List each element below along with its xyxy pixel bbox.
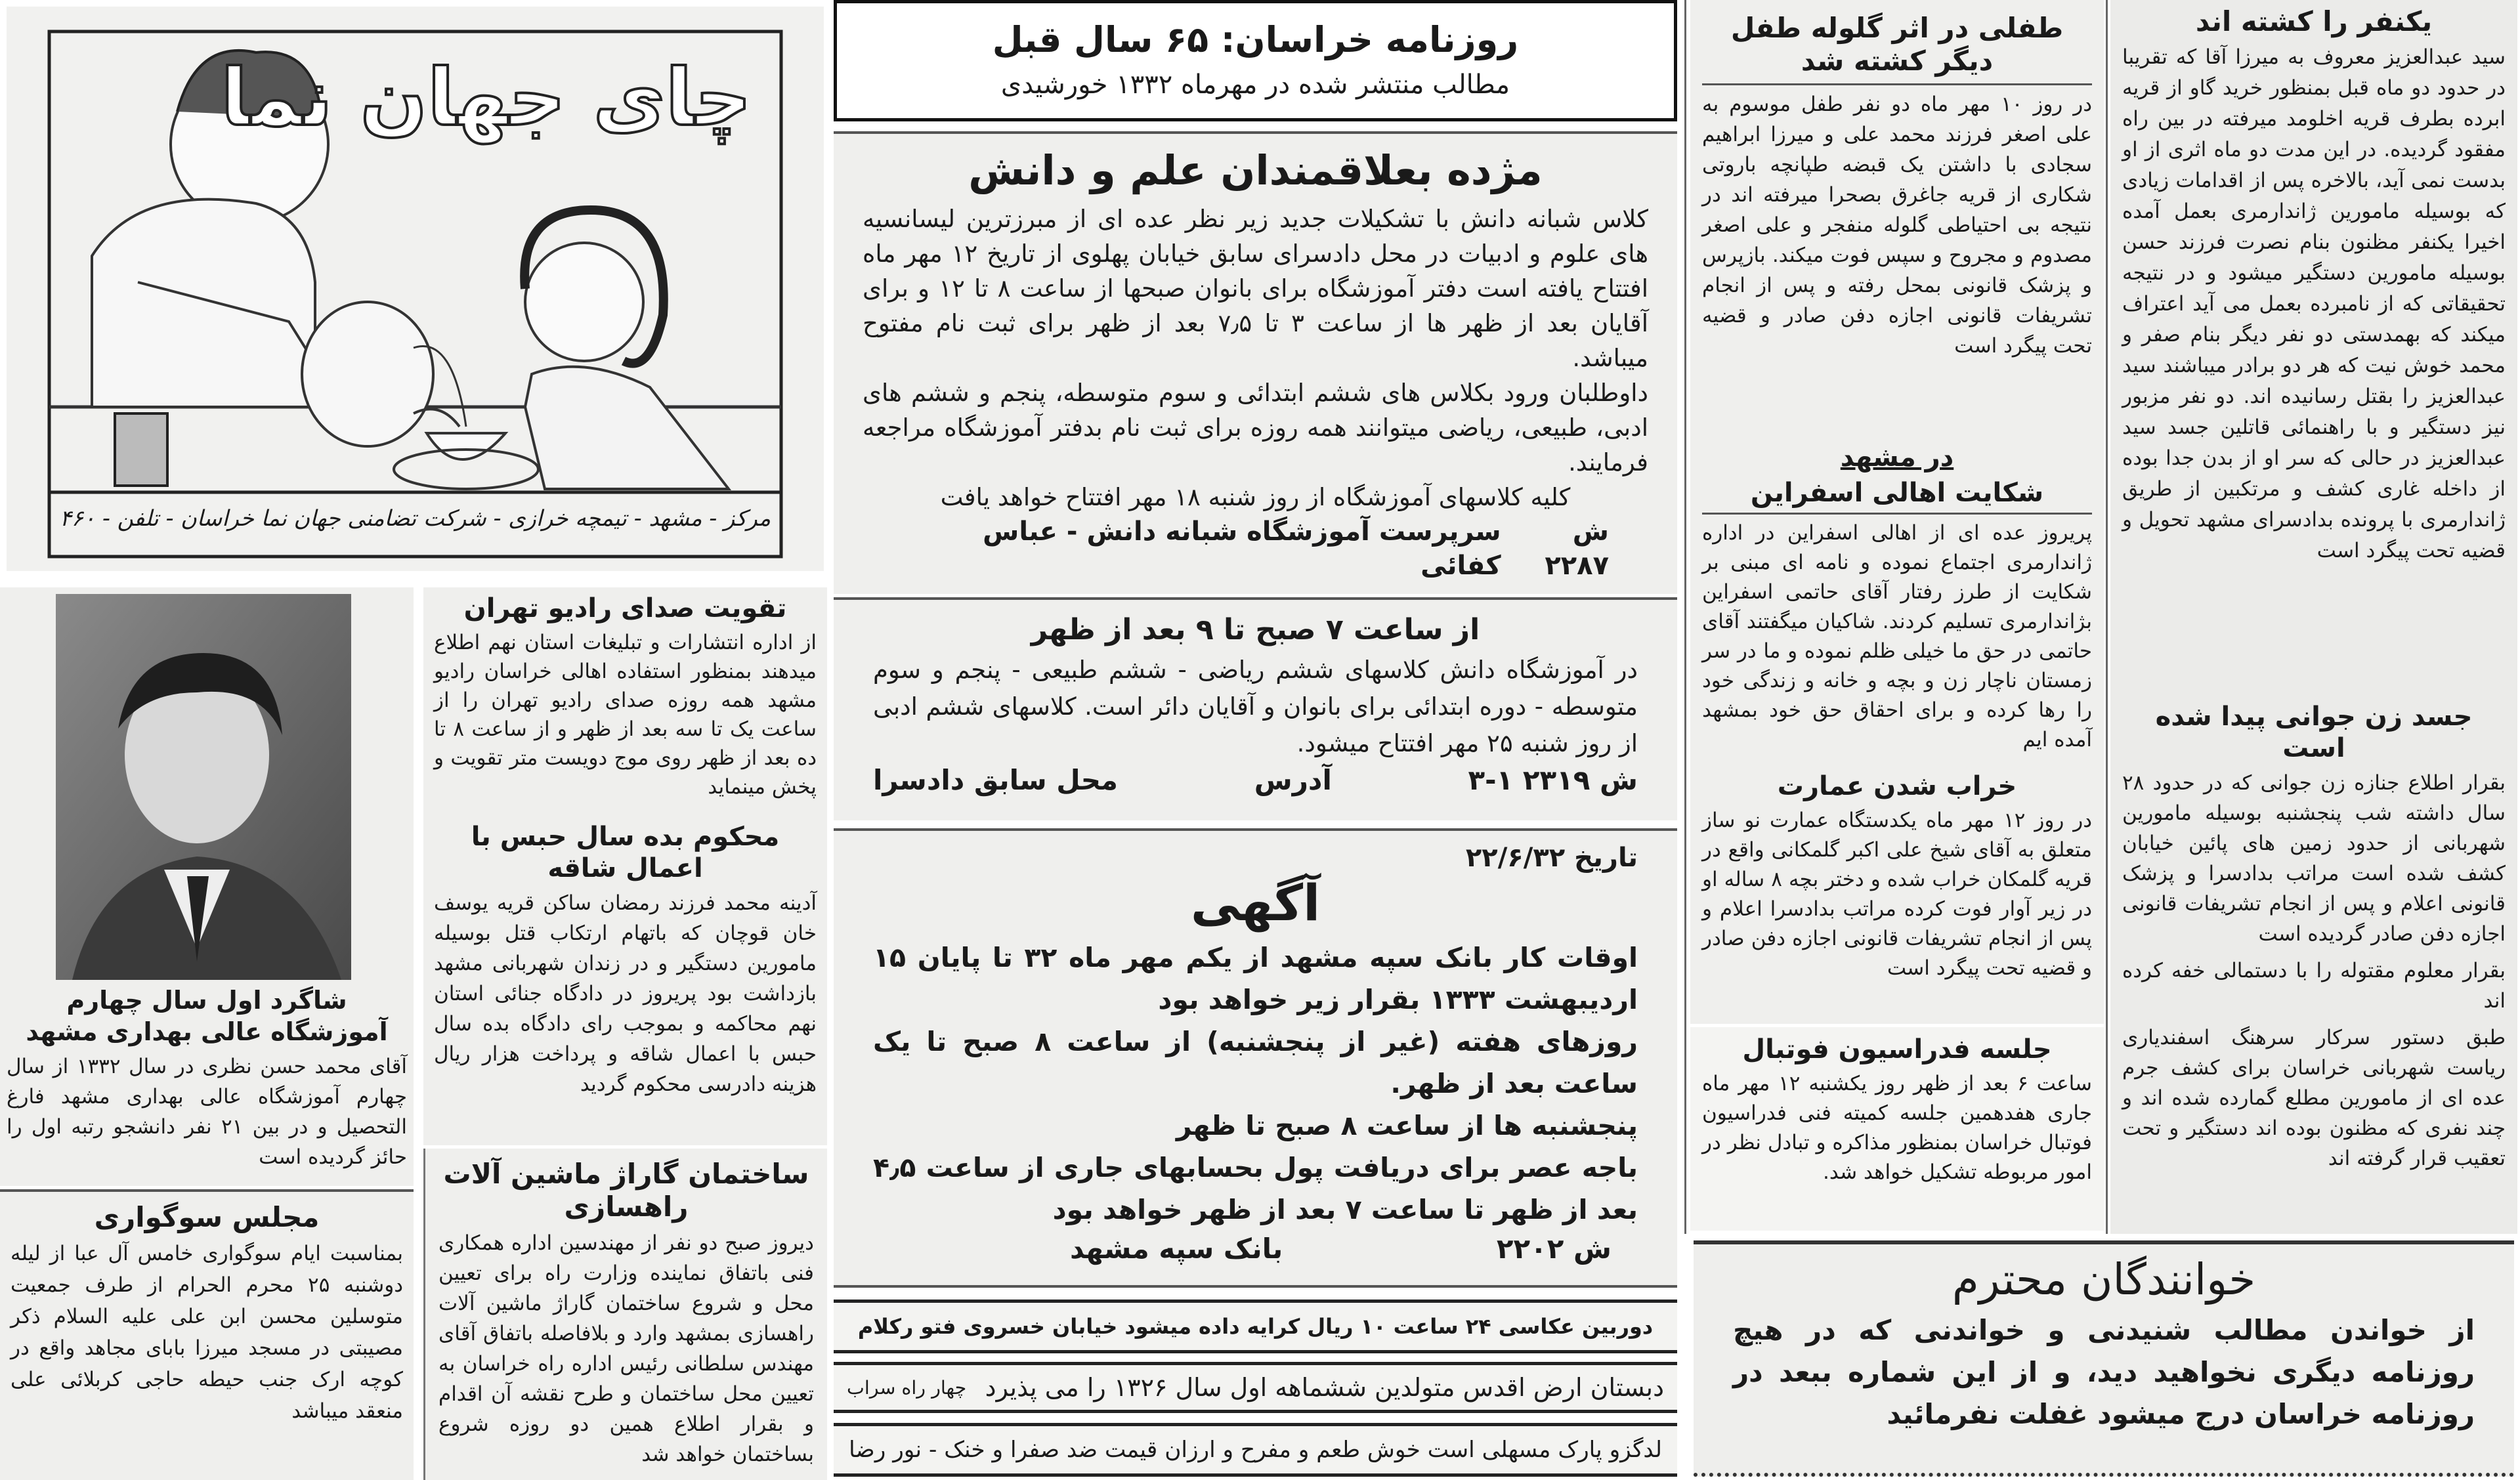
tea-brand-logo: چای جهان نما <box>221 53 752 144</box>
danesh-address: محل سابق دادسرا <box>873 763 1119 796</box>
camera-rental-text: دوربین عکاسی ۲۴ ساعت ۱۰ ریال کرایه داده میشود خیابان خسروی فتو رکلام <box>857 1314 1654 1339</box>
convicted-article <box>423 817 827 1145</box>
school-signature: سرپرست آموزشگاه شبانه دانش - عباس کفائی <box>983 516 1501 581</box>
football-title: جلسه فدراسیون فوتبال <box>1742 1034 2052 1065</box>
readers-notice <box>1694 1240 2514 1477</box>
bank-date: تاریخ ۲۲/۶/۳۲ <box>1465 843 1638 873</box>
camera-rental-ad <box>834 1300 1677 1353</box>
child-body: در روز ۱۰ مهر ماه دو نفر طفل موسوم به علی اصغر فرزند محمد علی و میرزا ابراهیم سجادی با داشتن یک قبضه طپانچه باروتی شکاری از قریه جاغرق بصحرا میرفته اند در نتیجه بی احتیاطی گلوله منفجر و علی اصغر مصدوم و مجروح و سپس فوت میکند. بازپرس و پزشک قانونی بمحل رفته و پس از انجام تشریفات قانونی اجازه دفن صادر و قضیه تحت پیگرد است <box>1702 92 2092 358</box>
complaint-article <box>1690 436 2104 768</box>
woman-p2: بقرار معلوم مقتوله را با دستمالی خفه کرده اند <box>2122 959 2506 1013</box>
bank-title: آگهی <box>1190 874 1321 932</box>
readers-title: خوانندگان محترم <box>1952 1254 2256 1305</box>
murder-article <box>2110 0 2517 696</box>
collapse-body: در روز ۱۲ مهر ماه یکدستگاه عمارت نو ساز متعلق به آقای شیخ علی اکبر گلمکانی واقع در قریه گلمکان خراب شده و دختر بچه ۸ ساله او در زیر آوار فوت کرده مراتب بدادسرا اعلام و پس از انجام تشریفات قانونی اجازه دفن صادر و قضیه تحت پیگرد است <box>1702 809 2093 980</box>
woman-title: جسد زن جوانی پیدا شده است <box>2155 702 2473 763</box>
school-ref: ش ۲۲۸۷ <box>1545 516 1609 581</box>
readers-body: از خواندن مطالب شنیدنی و خواندنی که در هیچ روزنامه دیگری نخواهید دید، و از این شماره ببعد در روزنامه خراسان درج میشود غفلت نفرمائید <box>1733 1314 2475 1431</box>
school-article <box>834 131 1677 594</box>
school-enrollment-address: چهار راه سراب <box>847 1376 967 1399</box>
page-title: روزنامه خراسان: ۶۵ سال قبل <box>992 19 1519 60</box>
danesh-article <box>834 597 1677 820</box>
collapse-article <box>1690 768 2104 1024</box>
mourning-title: مجلس سوگواری <box>94 1201 320 1233</box>
bank-line: اوقات کار بانک سپه مشهد از یکم مهر ماه ۳۲ تا پایان ۱۵ اردیبهشت ۱۳۳۳ بقرار زیر خواهد بود <box>873 942 1638 1016</box>
bank-notice <box>834 828 1677 1288</box>
garage-title: ساختمان گاراژ ماشین آلات راهسازی <box>443 1158 809 1223</box>
page-header <box>834 0 1677 121</box>
woman-body-article <box>2110 696 2517 1234</box>
school-enrollment-text: دبستان ارض اقدس متولدین ششماهه اول سال ۱۳۲۶ را می پذیرد <box>985 1373 1664 1402</box>
school-title: مژده بعلاقمندان علم و دانش <box>968 146 1543 194</box>
mourning-article <box>0 1189 414 1480</box>
radio-body: از اداره انتشارات و تبلیغات استان نهم اطلاع میدهند بمنظور استفاده اهالی خراسان رادیو مشهد همه روزه صدای رادیو تهران را از ساعت یک تا سه بعد از ظهر و از ساعت ۸ تا ده بعد از ظهر روی موج دویست متر تقویت و پخش مینماید <box>434 631 817 799</box>
school-enrollment-ad <box>834 1362 1677 1413</box>
football-body: ساعت ۶ بعد از ظهر روز یکشنبه ۱۲ مهر ماه جاری هفدهمین جلسه کمیته فنی فدراسیون فوتبال خراسان بمنظور مذاکره و تبادل نظر در امور مربوطه تشکیل خواهد شد. <box>1702 1072 2092 1184</box>
danesh-address-label: آدرس <box>1254 763 1332 796</box>
woman-p3: طبق دستور سرکار سرهنگ اسفندیاری ریاست شهربانی خراسان برای کشف جرم عده ای از مامورین مطلع گمارده شده اند و چند نفری که مظنون بوده اند دستگیر و تحت تعقیب قرار گرفته اند <box>2122 1026 2506 1170</box>
school-p1: کلاس شبانه دانش با تشکیلات جدید زیر نظر عده ای از مبرزترین لیسانسیه های علوم و ادبیات در محل دادسرای سابق خیابان پهلوی از تاریخ ۱۲ مهر ماه افتتاح یافته است دفتر آموزشگاه برای بانوان صبحها از ساعت ۸ تا ۱۲ و برای آقایان بعد از ظهر ها از ساعت ۳ تا ۷٫۵ بعد از ظهر برای ثبت نام مفتوح میباشد. <box>863 204 1649 372</box>
garage-article <box>423 1149 827 1480</box>
complaint-body: پریروز عده ای از اهالی اسفراین در اداره ژاندارمری اجتماع نموده و نامه ای مبنی بر شکایت از طرز رفتار آقای حاتمی اسفراین بژاندارمری تسلیم کردند. شاکیان میگفتند آقای حاتمی در حق ما خیلی ظلم نموده و ما در سر زمستان ناچار زن و بچه و خانه و زندگی خود را رها کرده و برای احقاق حق خود بمشهد آمده ایم <box>1702 521 2092 751</box>
garage-body: دیروز صبح دو نفر از مهندسین اداره همکاری فنی باتفاق نماینده وزارت راه برای تعیین محل و شروع ساختمان گاراژ ماشین آلات راهسازی بمشهد وارد و بلافاصله باتفاق آقای مهندس سلطانی رئیس اداره راه خراسان به تعیین محل ساختمان و طرح نقشه آن اقدام و بقرار اطلاع همین دو روزه شروع بساختمان خواهد شد <box>438 1231 814 1466</box>
football-article <box>1690 1027 2104 1231</box>
collapse-title: خراب شدن عمارت <box>1777 771 2017 801</box>
student-body: آقای محمد حسن نظری در سال ۱۳۳۲ از سال چهارم آموزشگاه عالی بهداری مشهد فارغ التحصیل و در بین ۲۱ نفر دانشجو رتبه اول را حائز گردیده است <box>7 1055 408 1169</box>
tea-ad-footer: مرکز - مشهد - تیمچه خرازی - شرکت تضامنی جهان نما خراسان - تلفن - ۴۶۰ <box>59 505 771 531</box>
ledgez-ad <box>834 1423 1677 1477</box>
radio-title: تقویت صدای رادیو تهران <box>463 593 787 624</box>
ledgez-text: لدگزو پارک مسهلی است خوش طعم و مفرح و ارزان قیمت ضد صفرا و خنک - نور رضا <box>849 1437 1662 1463</box>
bank-lines <box>873 937 1638 1231</box>
school-p3: کلیه کلاسهای آموزشگاه از روز شنبه ۱۸ مهر افتتاح خواهد یافت <box>940 482 1571 511</box>
tea-advertisement <box>7 7 824 571</box>
danesh-body: در آموزشگاه دانش کلاسهای ششم ریاضی - ششم طبیعی - پنجم و سوم متوسطه - دوره ابتدائی برای بانوان و آقایان دائر است. کلاسهای ششم ادبی از روز شنبه ۲۵ مهر افتتاح میشود. <box>873 655 1638 757</box>
murder-body: سید عبدالعزیز معروف به میرزا آقا که تقریبا در حدود دو ماه قبل بمنظور خرید گاو از قریه ابرده بطرف قریه اخلومد میرفته در بین راه مفقود گردیده. در این مدت دو ماه اثری از او بدست نمی آید، بالاخره پس از اقدامات زیادی که بوسیله مامورین ژاندارمری بعمل آمده اخیرا یکنفر مظنون بنام نصرت فرزند حسن بوسیله مامورین دستگیر میشود و در نتیجه تحقیقاتی که از نامبرده بعمل می آید اعتراف میکند که بهمدستی دو نفر دیگر بنام صفر و محمد خوش نیت که هر دو برادر میباشند سید عبدالعزیز را بقتل رسانیده اند. دو نفر مزبور نیز دستگیر و با راهنمائی قاتلین جسد سید عبدالعزیز در حالی که سر او از بدن جدا بوده از داخله غاری کشف و مرتکبین از طریق ژاندارمری با پرونده بدادسرای مشهد تحویل و قضیه تحت پیگرد است <box>2122 45 2506 563</box>
convicted-title: محکوم بده سال حبس با اعمال شاقه <box>471 822 780 883</box>
bank-line: باجه عصر برای دریافت پول بحسابهای جاری از ساعت ۴٫۵ بعد از ظهر تا ساعت ۷ بعد از ظهر خواهد بود <box>873 1152 1638 1226</box>
school-p2: داوطلبان ورود بکلاس های ششم ابتدائی و سوم متوسطه، پنجم و ششم های ادبی، طبیعی، ریاضی میتوانند همه روزه برای ثبت نام بدفتر آموزشگاه مراجعه فرمایند. <box>863 378 1648 476</box>
danesh-title: از ساعت ۷ صبح تا ۹ بعد از ظهر <box>1031 613 1480 646</box>
column-divider <box>2106 0 2108 1234</box>
convicted-body: آدینه محمد فرزند رمضان ساکن قریه یوسف خان قوچان که باتهام ارتکاب قتل بوسیله مامورین دستگیر و در زندان شهربانی مشهد بازداشت بود پریروز در دادگاه جنائی استان نهم محاکمه و بموجب رای دادگاه بده سال حبس با اعمال شاقه و پرداخت هزار ریال هزینه دادرسی محکوم گردید <box>434 891 817 1096</box>
student-title: شاگرد اول سال چهارم آموزشگاه عالی بهداری مشهد <box>26 986 388 1046</box>
bank-signature: بانک سپه مشهد <box>1070 1233 1283 1265</box>
bank-ref: ش ۲۲۰۲ <box>1496 1233 1612 1265</box>
bank-line: روزهای هفته (غیر از پنجشنبه) از ساعت ۸ صبح تا یک ساعت بعد از ظهر. <box>873 1026 1638 1100</box>
woman-p1: بقرار اطلاع جنازه زن جوانی که در حدود ۲۸ سال داشته شب پنجشنبه بوسیله مامورین شهربانی از حدود زمین های پائین خیابان کشف شده است مراتب بدادسرا و پزشک قانونی اعلام و پس از انجام تشریفات قانونی اجازه دفن صادر گردیده است <box>2122 771 2506 946</box>
column-divider <box>1684 0 1686 1234</box>
child-article <box>1690 0 2104 436</box>
page-subtitle: مطالب منتشر شده در مهرماه ۱۳۳۲ خورشیدی <box>1000 70 1510 100</box>
mourning-body: بمناسبت ایام سوگواری خامس آل عبا از لیله دوشنبه ۲۵ محرم الحرام از طرف جمعیت متوسلین محسن ابن علی علیه السلام ذکر مصیبتی در مسجد میرزا بابای مجاهد واقع در کوچه ارک جنب حیطه حاجی کربلائی علی منعقد میباشد <box>11 1242 404 1424</box>
child-title: طفلی در اثر گلوله طفل دیگر کشته شد <box>1702 12 2092 85</box>
complaint-kicker: در مشهد <box>1840 442 1954 473</box>
student-portrait-photo <box>0 587 414 981</box>
danesh-ref: ش ۲۳۱۹ ۱-۳ <box>1468 763 1638 796</box>
radio-article <box>423 587 827 817</box>
student-photo-block <box>0 587 414 1186</box>
bank-line: پنجشنبه ها از ساعت ۸ صبح تا ظهر <box>1176 1110 1638 1142</box>
complaint-title: شکایت اهالی اسفراین <box>1702 477 2092 515</box>
murder-title: یکنفر را کشته اند <box>2195 5 2433 37</box>
